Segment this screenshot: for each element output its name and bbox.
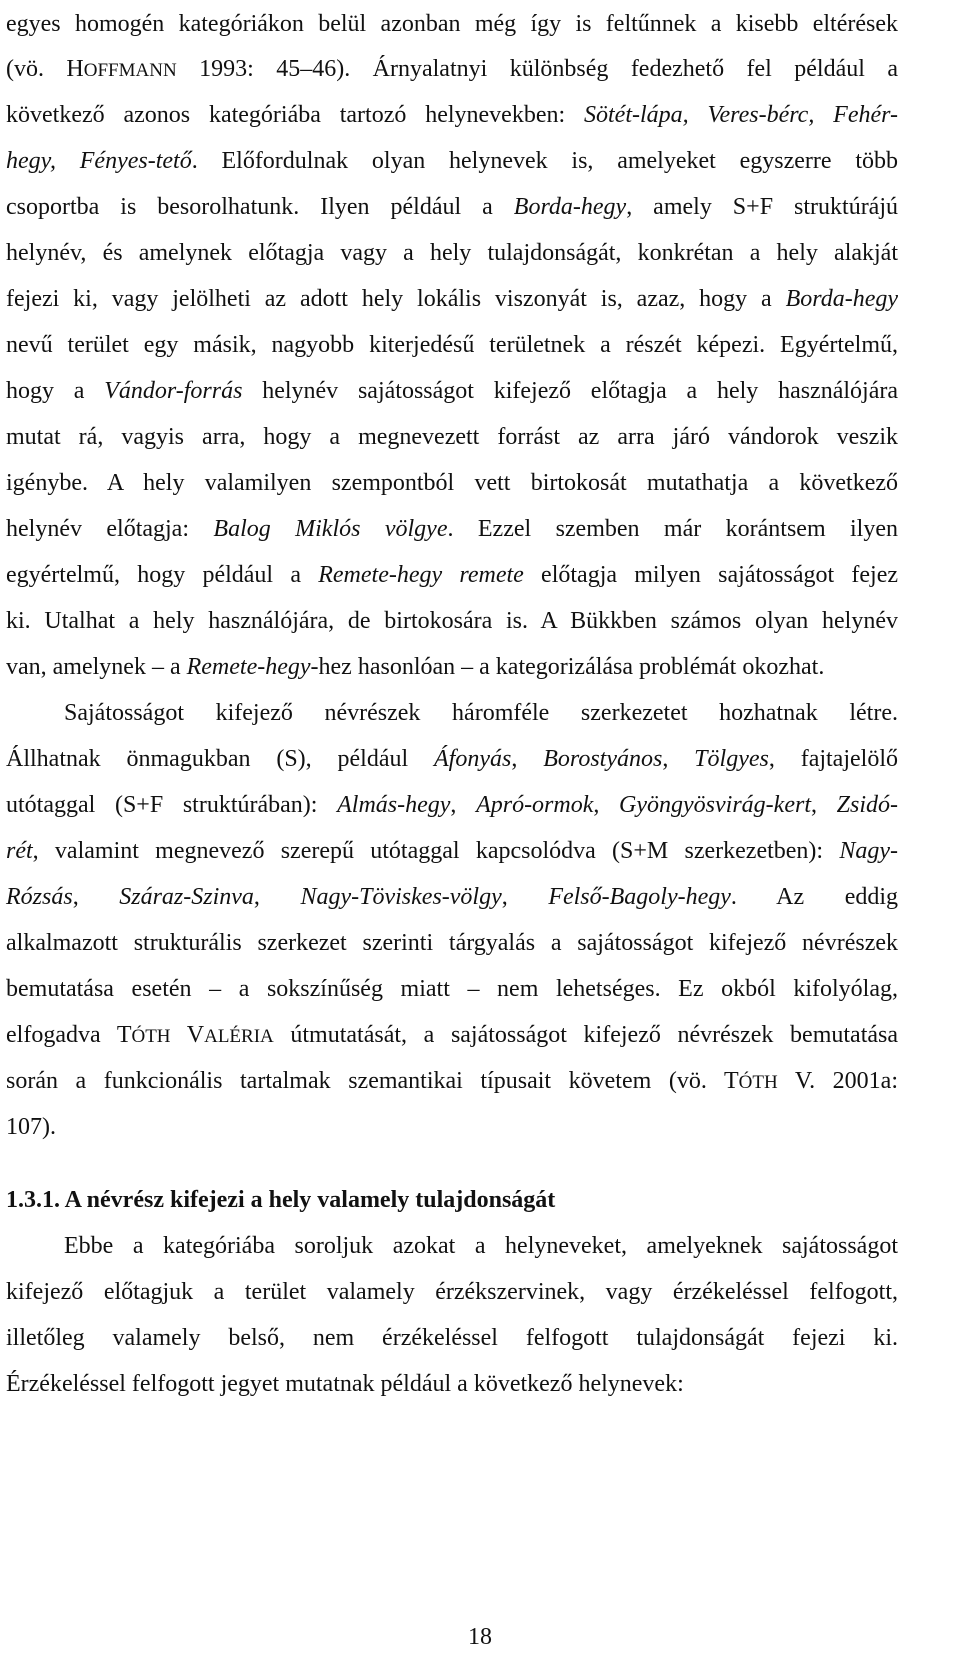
section-heading: [6, 1177, 898, 1223]
text-segment: ,: [72, 884, 120, 910]
italic-place-name: Nagy-: [839, 838, 898, 864]
text-segment: helynév, és amelynek előtagja vagy a hely tulajdonságát, konkrétan a hely alakját: [6, 240, 898, 266]
text-segment: , fajtajelölő: [768, 746, 898, 772]
text-segment: Állhatnak önmagukban (S), például: [6, 746, 435, 772]
text-segment: helynév sajátosságot kifejező előtagja a hely használójára: [242, 378, 898, 404]
italic-place-name: Zsidó-: [836, 792, 899, 818]
italic-place-name: hegy, Fényes-tető: [6, 148, 192, 174]
italic-place-name: Rózsás: [6, 884, 73, 910]
text-line: [6, 598, 898, 644]
text-line: [6, 736, 898, 782]
text-segment: illetőleg valamely belső, nem érzékeléssel felfogott tulajdonságát fejezi ki.: [6, 1325, 898, 1351]
text-segment: . Az eddig: [730, 884, 899, 910]
text-line: [6, 1361, 898, 1407]
italic-place-name: Nagy-Töviskes-völgy: [300, 884, 502, 910]
text-segment: ,: [501, 884, 549, 910]
text-segment: ,: [450, 792, 477, 818]
text-segment: Sajátosságot kifejező névrészek háromféle szerkezetet hozhatnak létre.: [64, 700, 898, 726]
text-line: [6, 1269, 898, 1315]
text-segment: , valamint megnevező szerepű utótaggal kapcsolódva (S+M szerkezetben):: [32, 838, 840, 864]
text-line: [6, 874, 898, 920]
text-segment: Ebbe a kategóriába soroljuk azokat a helyneveket, amelyeknek sajátosságot: [64, 1233, 898, 1259]
italic-place-name: Felső-Bagoly-hegy: [548, 884, 731, 910]
small-caps-author: OFFMANN: [83, 60, 177, 81]
text-line: [6, 1058, 898, 1104]
italic-place-name: Vándor-forrás: [104, 378, 243, 404]
text-line: [6, 1315, 898, 1361]
text-segment: ,: [253, 884, 301, 910]
text-line: [6, 782, 898, 828]
text-line: [6, 1, 898, 47]
text-line: [6, 506, 898, 552]
text-segment: . Előfordulnak olyan helynevek is, amelyeket egyszerre több: [191, 148, 898, 174]
text-segment: ki. Utalhat a hely használójára, de birtokosára is. A Bükkben számos olyan helynév: [6, 608, 898, 634]
italic-place-name: Tölgyes: [694, 746, 769, 772]
text-line: [6, 92, 898, 138]
text-segment: következő azonos kategóriába tartozó helynevekben:: [6, 102, 584, 128]
text-line: [6, 966, 898, 1012]
text-segment: hogy a: [6, 378, 105, 404]
italic-place-name: Remete-hegy remete: [318, 562, 524, 588]
text-line: [6, 552, 898, 598]
text-line: [6, 138, 898, 184]
text-line: [6, 414, 898, 460]
text-segment: 107).: [6, 1114, 56, 1140]
text-segment: elfogadva T: [6, 1022, 132, 1048]
text-segment: egyértelmű, hogy például a: [6, 562, 319, 588]
text-segment: 1993: 45–46). Árnyalatnyi különbség fedezhető fel például a: [176, 56, 899, 82]
text-segment: . Ezzel szemben már korántsem ilyen: [447, 516, 898, 542]
text-segment: Érzékeléssel felfogott jegyet mutatnak például a következő helynevek:: [6, 1371, 684, 1397]
text-line: [6, 46, 898, 92]
text-segment: bemutatása esetén – a sokszínűség miatt – nem lehetséges. Ez okból kifolyólag,: [6, 976, 898, 1002]
text-segment: alkalmazott strukturális szerkezet szerinti tárgyalás a sajátosságot kifejező névrészek: [6, 930, 898, 956]
italic-place-name: Gyöngyösvirág-kert: [619, 792, 811, 818]
text-line: [6, 828, 898, 874]
text-line: [6, 276, 898, 322]
text-line: [6, 368, 898, 414]
italic-place-name: Balog Miklós völgye: [213, 516, 448, 542]
italic-place-name: rét: [6, 838, 33, 864]
text-segment: V: [170, 1022, 205, 1048]
text-segment: ,: [593, 792, 620, 818]
text-line: [6, 1223, 898, 1269]
text-segment: előtagja milyen sajátosságot fejez: [523, 562, 899, 588]
italic-place-name: Apró-ormok: [476, 792, 594, 818]
text-line: [6, 644, 898, 690]
text-segment: , amely S+F struktúrájú: [626, 194, 899, 220]
text-segment: ,: [811, 792, 837, 818]
text-line: [6, 920, 898, 966]
text-segment: csoportba is besorolhatunk. Ilyen például a: [6, 194, 514, 220]
italic-place-name: Száraz-Szinva: [119, 884, 254, 910]
text-line: [6, 1104, 898, 1150]
text-segment: során a funkcionális tartalmak szemantikai típusait követem (vö. T: [6, 1068, 739, 1094]
italic-place-name: Almás-hegy: [337, 792, 451, 818]
text-segment: ,: [662, 746, 695, 772]
text-segment: -hez hasonlóan – a kategorizálása problémát okozhat.: [310, 654, 825, 680]
small-caps-author: ÓTH: [131, 1026, 171, 1047]
text-segment: fejezi ki, vagy jelölheti az adott hely lokális viszonyát is, azaz, hogy a: [6, 286, 786, 312]
text-segment: kifejező előtagjuk a terület valamely érzékszervinek, vagy érzékeléssel felfogott,: [6, 1279, 898, 1305]
text-segment: utótaggal (S+F struktúrában):: [6, 792, 338, 818]
text-line: [6, 322, 898, 368]
text-segment: egyes homogén kategóriákon belül azonban még így is feltűnnek a kisebb eltérések: [6, 11, 898, 37]
text-segment: V. 2001a:: [777, 1068, 898, 1094]
text-line: [6, 184, 898, 230]
italic-place-name: Borda-hegy: [513, 194, 627, 220]
italic-place-name: Borostyános: [543, 746, 663, 772]
text-segment: igénybe. A hely valamilyen szempontból vett birtokosát mutathatja a következő: [6, 470, 898, 496]
text-segment: nevű terület egy másik, nagyobb kiterjedésű területnek a részét képezi. Egyértelmű,: [6, 332, 898, 358]
text-segment: (vö. H: [6, 56, 84, 82]
text-segment: 1.3.1. A névrész kifejezi a hely valamely tulajdonságát: [6, 1187, 556, 1213]
text-segment: útmutatását, a sajátosságot kifejező névrészek bemutatása: [273, 1022, 899, 1048]
text-line: [6, 460, 898, 506]
text-line: [6, 690, 898, 736]
small-caps-author: ALÉRIA: [204, 1026, 274, 1047]
text-segment: van, amelynek – a: [6, 654, 187, 680]
page-number: 18: [468, 1624, 492, 1650]
text-segment: mutat rá, vagyis arra, hogy a megnevezett forrást az arra járó vándorok veszik: [6, 424, 898, 450]
text-line: [6, 1012, 898, 1058]
italic-place-name: Áfonyás: [434, 746, 512, 772]
italic-place-name: Remete-hegy: [186, 654, 311, 680]
text-segment: ,: [511, 746, 544, 772]
italic-place-name: Sötét-lápa, Veres-bérc, Fehér-: [584, 102, 898, 128]
small-caps-author: ÓTH: [738, 1072, 778, 1093]
text-segment: helynév előtagja:: [6, 516, 214, 542]
italic-place-name: Borda-hegy: [785, 286, 898, 312]
text-line: [6, 230, 898, 276]
